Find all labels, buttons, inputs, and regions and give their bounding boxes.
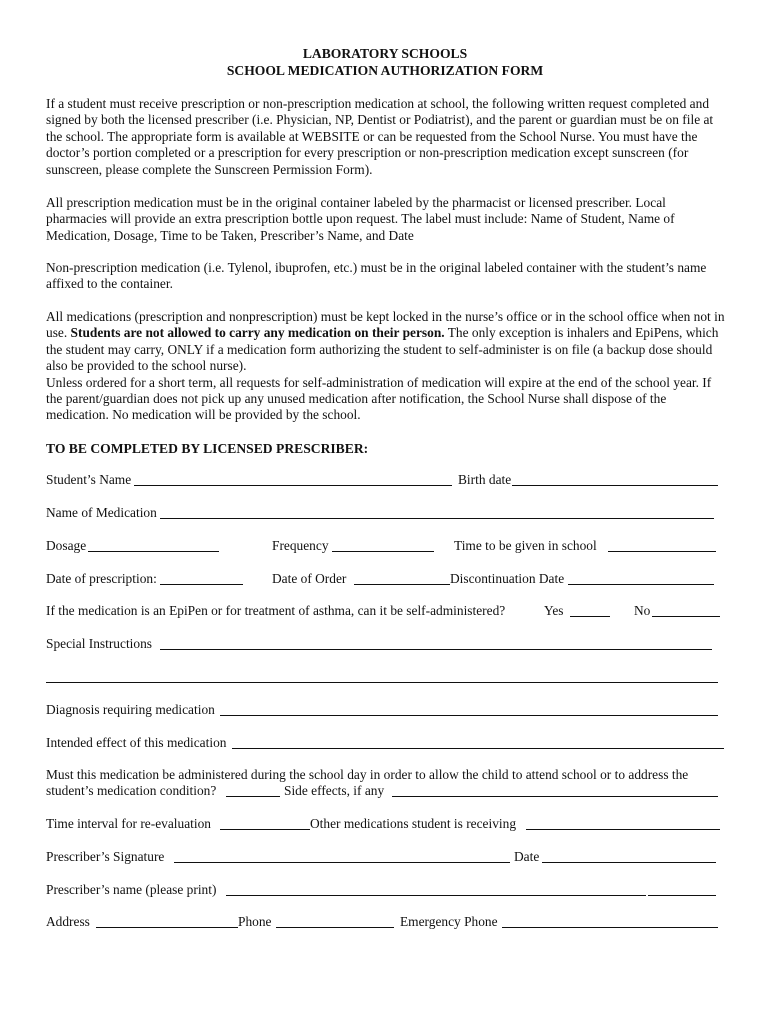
yes-label: Yes — [544, 603, 564, 618]
dosage-label: Dosage — [46, 538, 87, 553]
emergency-phone-field[interactable] — [502, 927, 718, 928]
self-admin-row — [46, 603, 726, 621]
birth-date-field[interactable] — [512, 485, 718, 486]
date-of-prescription-label: Date of prescription: — [46, 571, 157, 586]
must-administer-question: Must this medication be administered during the school day in order to allow the child to attend school or to address the — [46, 767, 689, 782]
must-administer-field[interactable] — [226, 796, 280, 797]
medication-name-field[interactable] — [160, 518, 714, 519]
diagnosis-field[interactable] — [220, 715, 718, 716]
student-name-label: Student’s Name — [46, 472, 132, 487]
frequency-label: Frequency — [272, 538, 329, 553]
date-of-order-field[interactable] — [354, 584, 450, 585]
side-effects-field[interactable] — [392, 796, 718, 797]
no-label: No — [634, 603, 651, 618]
signature-row — [46, 849, 726, 867]
org-title: LABORATORY SCHOOLS — [302, 46, 468, 61]
prescriber-name-row — [46, 882, 726, 900]
must-administer-row-2 — [46, 783, 726, 801]
yes-field[interactable] — [570, 616, 610, 617]
date-of-prescription-field[interactable] — [160, 584, 243, 585]
intended-effect-label: Intended effect of this medication — [46, 735, 227, 750]
medication-name-label: Name of Medication — [46, 505, 157, 520]
discontinuation-date-label: Discontinuation Date — [450, 571, 565, 586]
prescriber-signature-label: Prescriber’s Signature — [46, 849, 165, 864]
intro-paragraph-4: All medications (prescription and nonprescription) must be kept locked in the nurse’s office or in the school office when not in use. Students are not allowed to carry any medication on their person. The only exception is inhalers and EpiPens, which the student may carry, ONLY if a medication form authorizing the student to self-administer is on file (a backup dose should also be provided to the school nurse). Unless ordered for a short term, all requests for self-administration of medication will expire at the end of the school year. If the parent/guardian does not pick up any unused medication after notification, the School Nurse shall dispose of the medication. No medication will be provided by the school. — [46, 309, 728, 424]
prescriber-name-label: Prescriber’s name (please print) — [46, 882, 217, 897]
reevaluation-row — [46, 816, 726, 834]
frequency-field[interactable] — [332, 551, 434, 552]
side-effects-label: Side effects, if any — [284, 783, 385, 798]
diagnosis-label: Diagnosis requiring medication — [46, 702, 215, 717]
intended-effect-row — [46, 735, 726, 753]
phone-label: Phone — [238, 914, 272, 929]
self-admin-question: If the medication is an EpiPen or for treatment of asthma, can it be self-administered? — [46, 603, 506, 618]
dosage-row — [46, 538, 726, 556]
discontinuation-date-field[interactable] — [568, 584, 714, 585]
time-in-school-field[interactable] — [608, 551, 716, 552]
form-title: SCHOOL MEDICATION AUTHORIZATION FORM — [226, 63, 544, 78]
other-medications-label: Other medications student is receiving — [310, 816, 517, 831]
intended-effect-field[interactable] — [232, 748, 724, 749]
other-medications-field[interactable] — [526, 829, 720, 830]
special-instructions-label: Special Instructions — [46, 636, 152, 651]
no-carry-warning: Students are not allowed to carry any medication on their person. — [70, 325, 445, 341]
date-of-order-label: Date of Order — [272, 571, 347, 586]
signature-date-field[interactable] — [542, 862, 716, 863]
special-instructions-row — [46, 636, 726, 654]
student-row — [46, 472, 726, 490]
phone-field[interactable] — [276, 927, 394, 928]
address-label: Address — [46, 914, 90, 929]
reevaluation-label: Time interval for re-evaluation — [46, 816, 211, 831]
address-row — [46, 914, 726, 932]
special-instructions-line-2[interactable] — [46, 682, 718, 683]
intro-paragraph-5: Unless ordered for a short term, all requests for self-administration of medication will expire at the end of the school year. If the parent/guardian does not pick up any unused medication after notification, the School Nurse shall dispose of the medication. No medication will be provided by the school. — [46, 374, 712, 423]
prescriber-name-field-extra[interactable] — [648, 895, 716, 896]
dates-row — [46, 571, 726, 589]
address-field[interactable] — [96, 927, 238, 928]
prescriber-signature-field[interactable] — [174, 862, 510, 863]
time-in-school-label: Time to be given in school — [454, 538, 597, 553]
dosage-field[interactable] — [88, 551, 219, 552]
no-field[interactable] — [652, 616, 720, 617]
emergency-phone-label: Emergency Phone — [400, 914, 498, 929]
intro-paragraph-2: All prescription medication must be in the original container labeled by the pharmacist or licensed prescriber. Local pharmacies will provide an extra prescription bottle upon request. The label must include: Name of Student, Name of Medication, Dosage, Time to be Taken, Prescriber’s Name, and Date — [46, 195, 675, 243]
diagnosis-row — [46, 702, 726, 720]
prescriber-section-heading: TO BE COMPLETED BY LICENSED PRESCRIBER: — [46, 441, 369, 456]
signature-date-label: Date — [514, 849, 540, 864]
intro-paragraph-1: If a student must receive prescription or non-prescription medication at school, the following written request completed and signed by both the licensed prescriber (i.e. Physician, NP, Dentist or Podiatrist), and the parent or guardian must be on file at the school. The appropriate form is available at WEBSITE or can be requested from the School Nurse. You must have the doctor’s portion completed or a prescription for every prescription or non-prescription medication except sunscreen (for sunscreen, please complete the Sunscreen Permission Form). — [46, 96, 714, 177]
must-administer-question-end: student’s medication condition? — [46, 783, 217, 798]
student-name-field[interactable] — [134, 485, 452, 486]
birth-date-label: Birth date — [458, 472, 512, 487]
prescriber-name-field[interactable] — [226, 895, 646, 896]
special-instructions-field[interactable] — [160, 649, 712, 650]
intro-paragraph-3: Non-prescription medication (i.e. Tylenol, ibuprofen, etc.) must be in the original labeled container with the student’s name affixed to the container. — [46, 260, 707, 292]
medication-name-row — [46, 505, 726, 523]
reevaluation-field[interactable] — [220, 829, 310, 830]
